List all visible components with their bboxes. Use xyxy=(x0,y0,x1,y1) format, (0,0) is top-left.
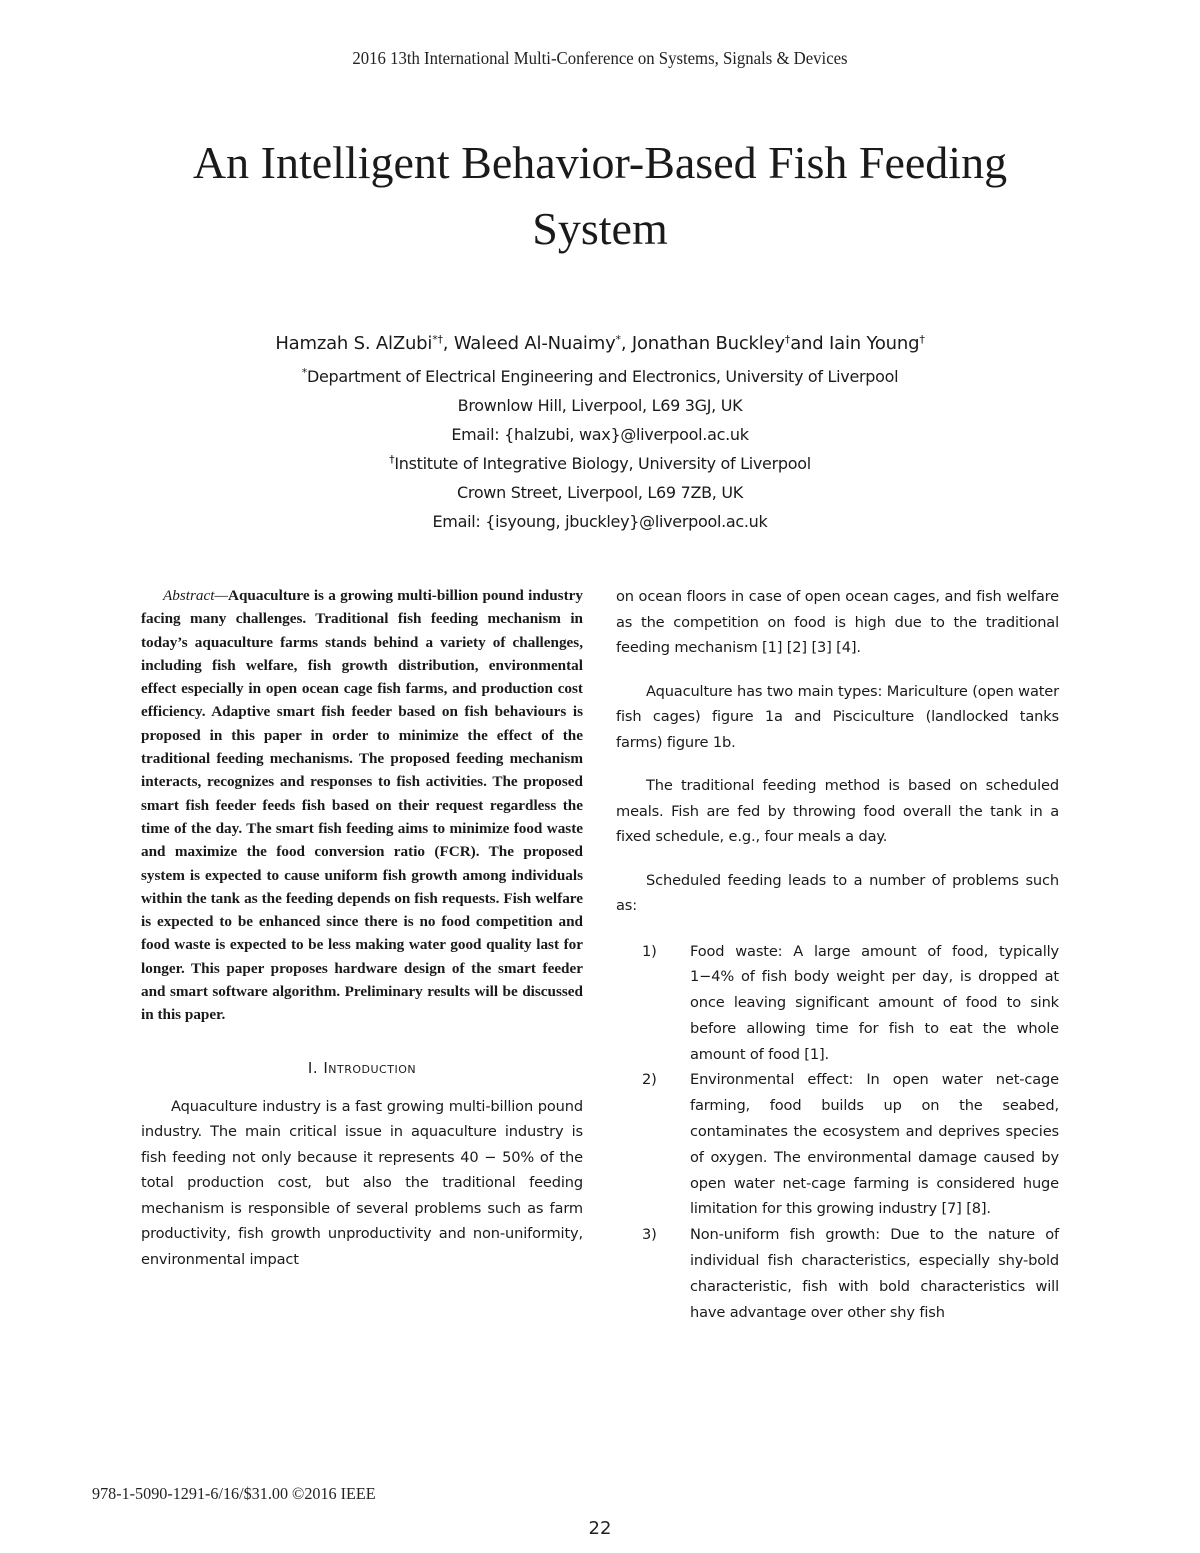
author-mark: † xyxy=(919,333,925,346)
author-mark: *† xyxy=(432,333,443,346)
author-line xyxy=(0,333,1200,354)
problem-list xyxy=(616,939,1059,1326)
affiliation-text: Institute of Integrative Biology, University of Liverpool xyxy=(394,454,811,473)
copyright-notice: 978-1-5090-1291-6/16/$31.00 ©2016 IEEE xyxy=(92,1484,376,1503)
affiliation-line xyxy=(0,454,1200,473)
author-name: Jonathan Buckley xyxy=(631,333,785,354)
affiliation-email: Email: {isyoung, jbuckley}@liverpool.ac.uk xyxy=(432,512,768,531)
abstract xyxy=(141,584,583,1027)
author-name: Iain Young xyxy=(829,333,920,354)
list-item xyxy=(616,939,1059,1068)
affiliation-line xyxy=(0,512,1200,531)
affiliation-line xyxy=(0,367,1200,386)
list-item xyxy=(616,1067,1059,1222)
affiliation-line xyxy=(0,425,1200,444)
body-paragraph: Aquaculture has two main types: Mariculture (open water fish cages) figure 1a and Pisciculture (landlocked tanks farms) figure 1b. xyxy=(616,682,1059,751)
affiliation-text: Brownlow Hill, Liverpool, L69 3GJ, UK xyxy=(457,396,743,415)
affiliation-text: Crown Street, Liverpool, L69 7ZB, UK xyxy=(457,483,743,502)
body-paragraph: on ocean floors in case of open ocean cages, and fish welfare as the competition on food is high due to the traditional feeding mechanism [1] [2] [3] [4]. xyxy=(616,588,1059,656)
list-text: Food waste: A large amount of food, typically 1−4% of fish body weight per day, is dropped at once leaving significant amount of food to sink before allowing time for fish to eat the whole amount of food [1]. xyxy=(690,942,1059,1063)
section-heading: I. Introduction xyxy=(307,1058,417,1077)
conference-header: 2016 13th International Multi-Conference on Systems, Signals & Devices xyxy=(352,48,848,68)
affiliation-email: Email: {halzubi, wax}@liverpool.ac.uk xyxy=(451,425,749,444)
list-text: Environmental effect: In open water net-cage farming, food builds up on the seabed, contaminates the ecosystem and deprives species of oxygen. The environmental damage caused by open water net-cage farming is considered huge limitation for this growing industry [7] [8]. xyxy=(690,1071,1059,1218)
list-number: 1) xyxy=(642,942,657,960)
author-separator: , xyxy=(620,333,632,354)
list-item xyxy=(616,1222,1059,1325)
right-column xyxy=(616,584,1059,1325)
list-number: 3) xyxy=(642,1226,657,1244)
list-text: Non-uniform fish growth: Due to the nature of individual fish characteristics, especially shy-bold characteristic, fish with bold characteristics will have advantage over other shy fish xyxy=(690,1226,1059,1321)
intro-paragraph: Aquaculture industry is a fast growing multi-billion pound industry. The main critical issue in aquaculture industry is fish feeding not only because it represents 40 − 50% of the total production cost, but also the traditional feeding mechanism is responsible of several problems such as farm productivity, fish growth unproductivity and non-uniformity, environmental impact xyxy=(141,1097,583,1268)
abstract-text: Aquaculture is a growing multi-billion pound industry facing many challenges. Traditional fish feeding mechanism in today’s aquaculture farms stands behind a variety of challenges, including fish welfare, fish growth distribution, environmental effect especially in open ocean cage fish farms, and production cost efficiency. Adaptive smart fish feeder based on fish behaviours is proposed in this paper in order to minimize the effect of the traditional feeding mechanisms. The proposed feeding mechanism interacts, recognizes and responses to fish activities. The proposed smart fish feeder feeds fish based on their request regardless the time of the day. The smart fish feeding aims to minimize food waste and maximize the food conversion ratio (FCR). The proposed system is expected to cause uniform fish growth among individuals within the tank as the feeding depends on fish requests. Fish welfare is expected to be enhanced since there is no food competition and food waste is expected to be less making water good quality last for longer. This paper proposes hardware design of the smart feeder and smart software algorithm. Preliminary results will be discussed in this paper. xyxy=(141,587,583,1024)
body-paragraph: The traditional feeding method is based on scheduled meals. Fish are fed by throwing food overall the tank in a fixed schedule, e.g., four meals a day. xyxy=(616,777,1059,845)
list-number: 2) xyxy=(642,1071,657,1089)
page-number: 22 xyxy=(588,1518,612,1539)
body-paragraph: Scheduled feeding leads to a number of problems such as: xyxy=(616,871,1059,914)
author-mark: * xyxy=(615,333,621,346)
author-name: Hamzah S. AlZubi xyxy=(275,333,433,354)
abstract-label: Abstract— xyxy=(163,587,228,604)
paper-title: An Intelligent Behavior-Based Fish Feeding System xyxy=(192,137,1008,254)
affiliation-mark: * xyxy=(301,366,307,379)
affiliation-line xyxy=(0,396,1200,415)
author-separator: and xyxy=(790,333,829,354)
left-column xyxy=(141,584,583,1290)
author-mark: † xyxy=(784,333,791,346)
author-name: Waleed Al-Nuaimy xyxy=(453,333,616,354)
affiliation-text: Department of Electrical Engineering and Electronics, University of Liverpool xyxy=(306,367,899,386)
affiliation-mark: † xyxy=(389,453,395,466)
author-separator: , xyxy=(442,333,454,354)
affiliation-line xyxy=(0,483,1200,502)
